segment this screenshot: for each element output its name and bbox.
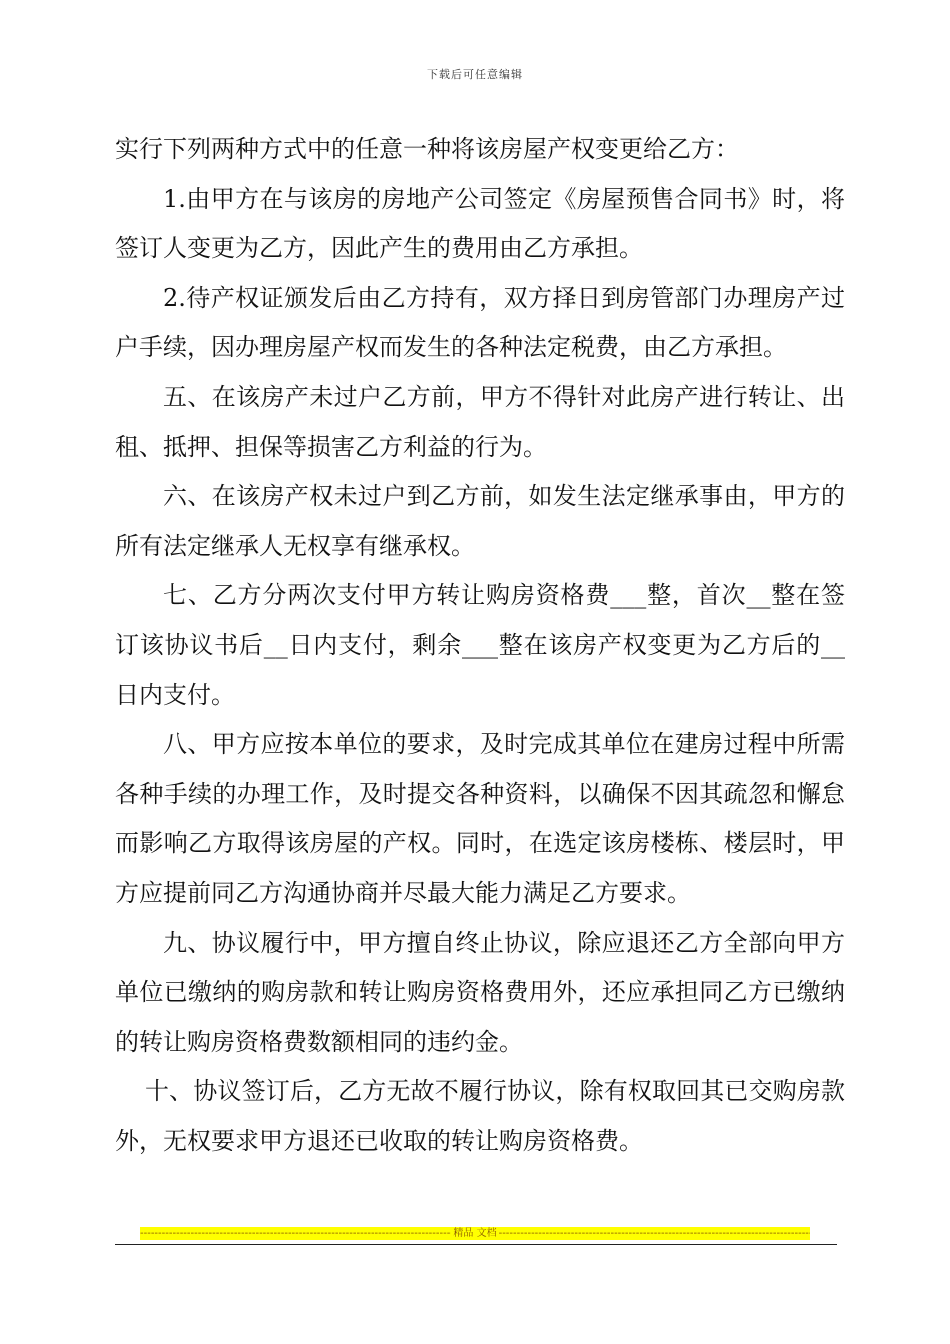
paragraph-article-5: 五、在该房产未过户乙方前，甲方不得针对此房产进行转让、出租、抵押、担保等损害乙方利益的行为。: [115, 382, 845, 461]
header-note: 下载后可任意编辑: [427, 68, 523, 81]
footer-label: 精品 文档: [453, 1228, 497, 1239]
paragraph-intro: 实行下列两种方式中的任意一种将该房屋产权变更给乙方：: [115, 135, 739, 163]
footer-banner: [140, 1227, 810, 1240]
footer-dashes-left: [140, 1227, 451, 1240]
footer-divider: [115, 1244, 837, 1245]
document-body: [115, 125, 845, 1166]
paragraph-article-7: 七、乙方分两次支付甲方转让购房资格费___整，首次__整在签订该协议书后__日内支付，剩余___整在该房产权变更为乙方后的__日内支付。: [115, 581, 845, 709]
paragraph-article-8: 八、甲方应按本单位的要求，及时完成其单位在建房过程中所需各种手续的办理工作，及时提交各种资料，以确保不因其疏忽和懈怠而影响乙方取得该房屋的产权。同时，在选定该房楼栋、楼层时，甲方应提前同乙方沟通协商并尽最大能力满足乙方要求。: [115, 730, 845, 907]
paragraph-article-10: 十、协议签订后，乙方无故不履行协议，除有权取回其已交购房款外，无权要求甲方退还已收取的转让购房资格费。: [115, 1077, 845, 1155]
paragraph-clause-1: 1.由甲方在与该房的房地产公司签定《房屋预售合同书》时，将签订人变更为乙方，因此产生的费用由乙方承担。: [115, 184, 845, 263]
paragraph-clause-2: 2.待产权证颁发后由乙方持有，双方择日到房管部门办理房产过户手续，因办理房屋产权而发生的各种法定税费，由乙方承担。: [115, 283, 845, 362]
paragraph-article-9: 九、协议履行中，甲方擅自终止协议，除应退还乙方全部向甲方单位已缴纳的购房款和转让购房资格费用外，还应承担同乙方已缴纳的转让购房资格费数额相同的违约金。: [115, 928, 845, 1056]
footer-dashes-right: [499, 1227, 810, 1240]
paragraph-article-6: 六、在该房产权未过户到乙方前，如发生法定继承事由，甲方的所有法定继承人无权享有继承权。: [115, 482, 845, 560]
